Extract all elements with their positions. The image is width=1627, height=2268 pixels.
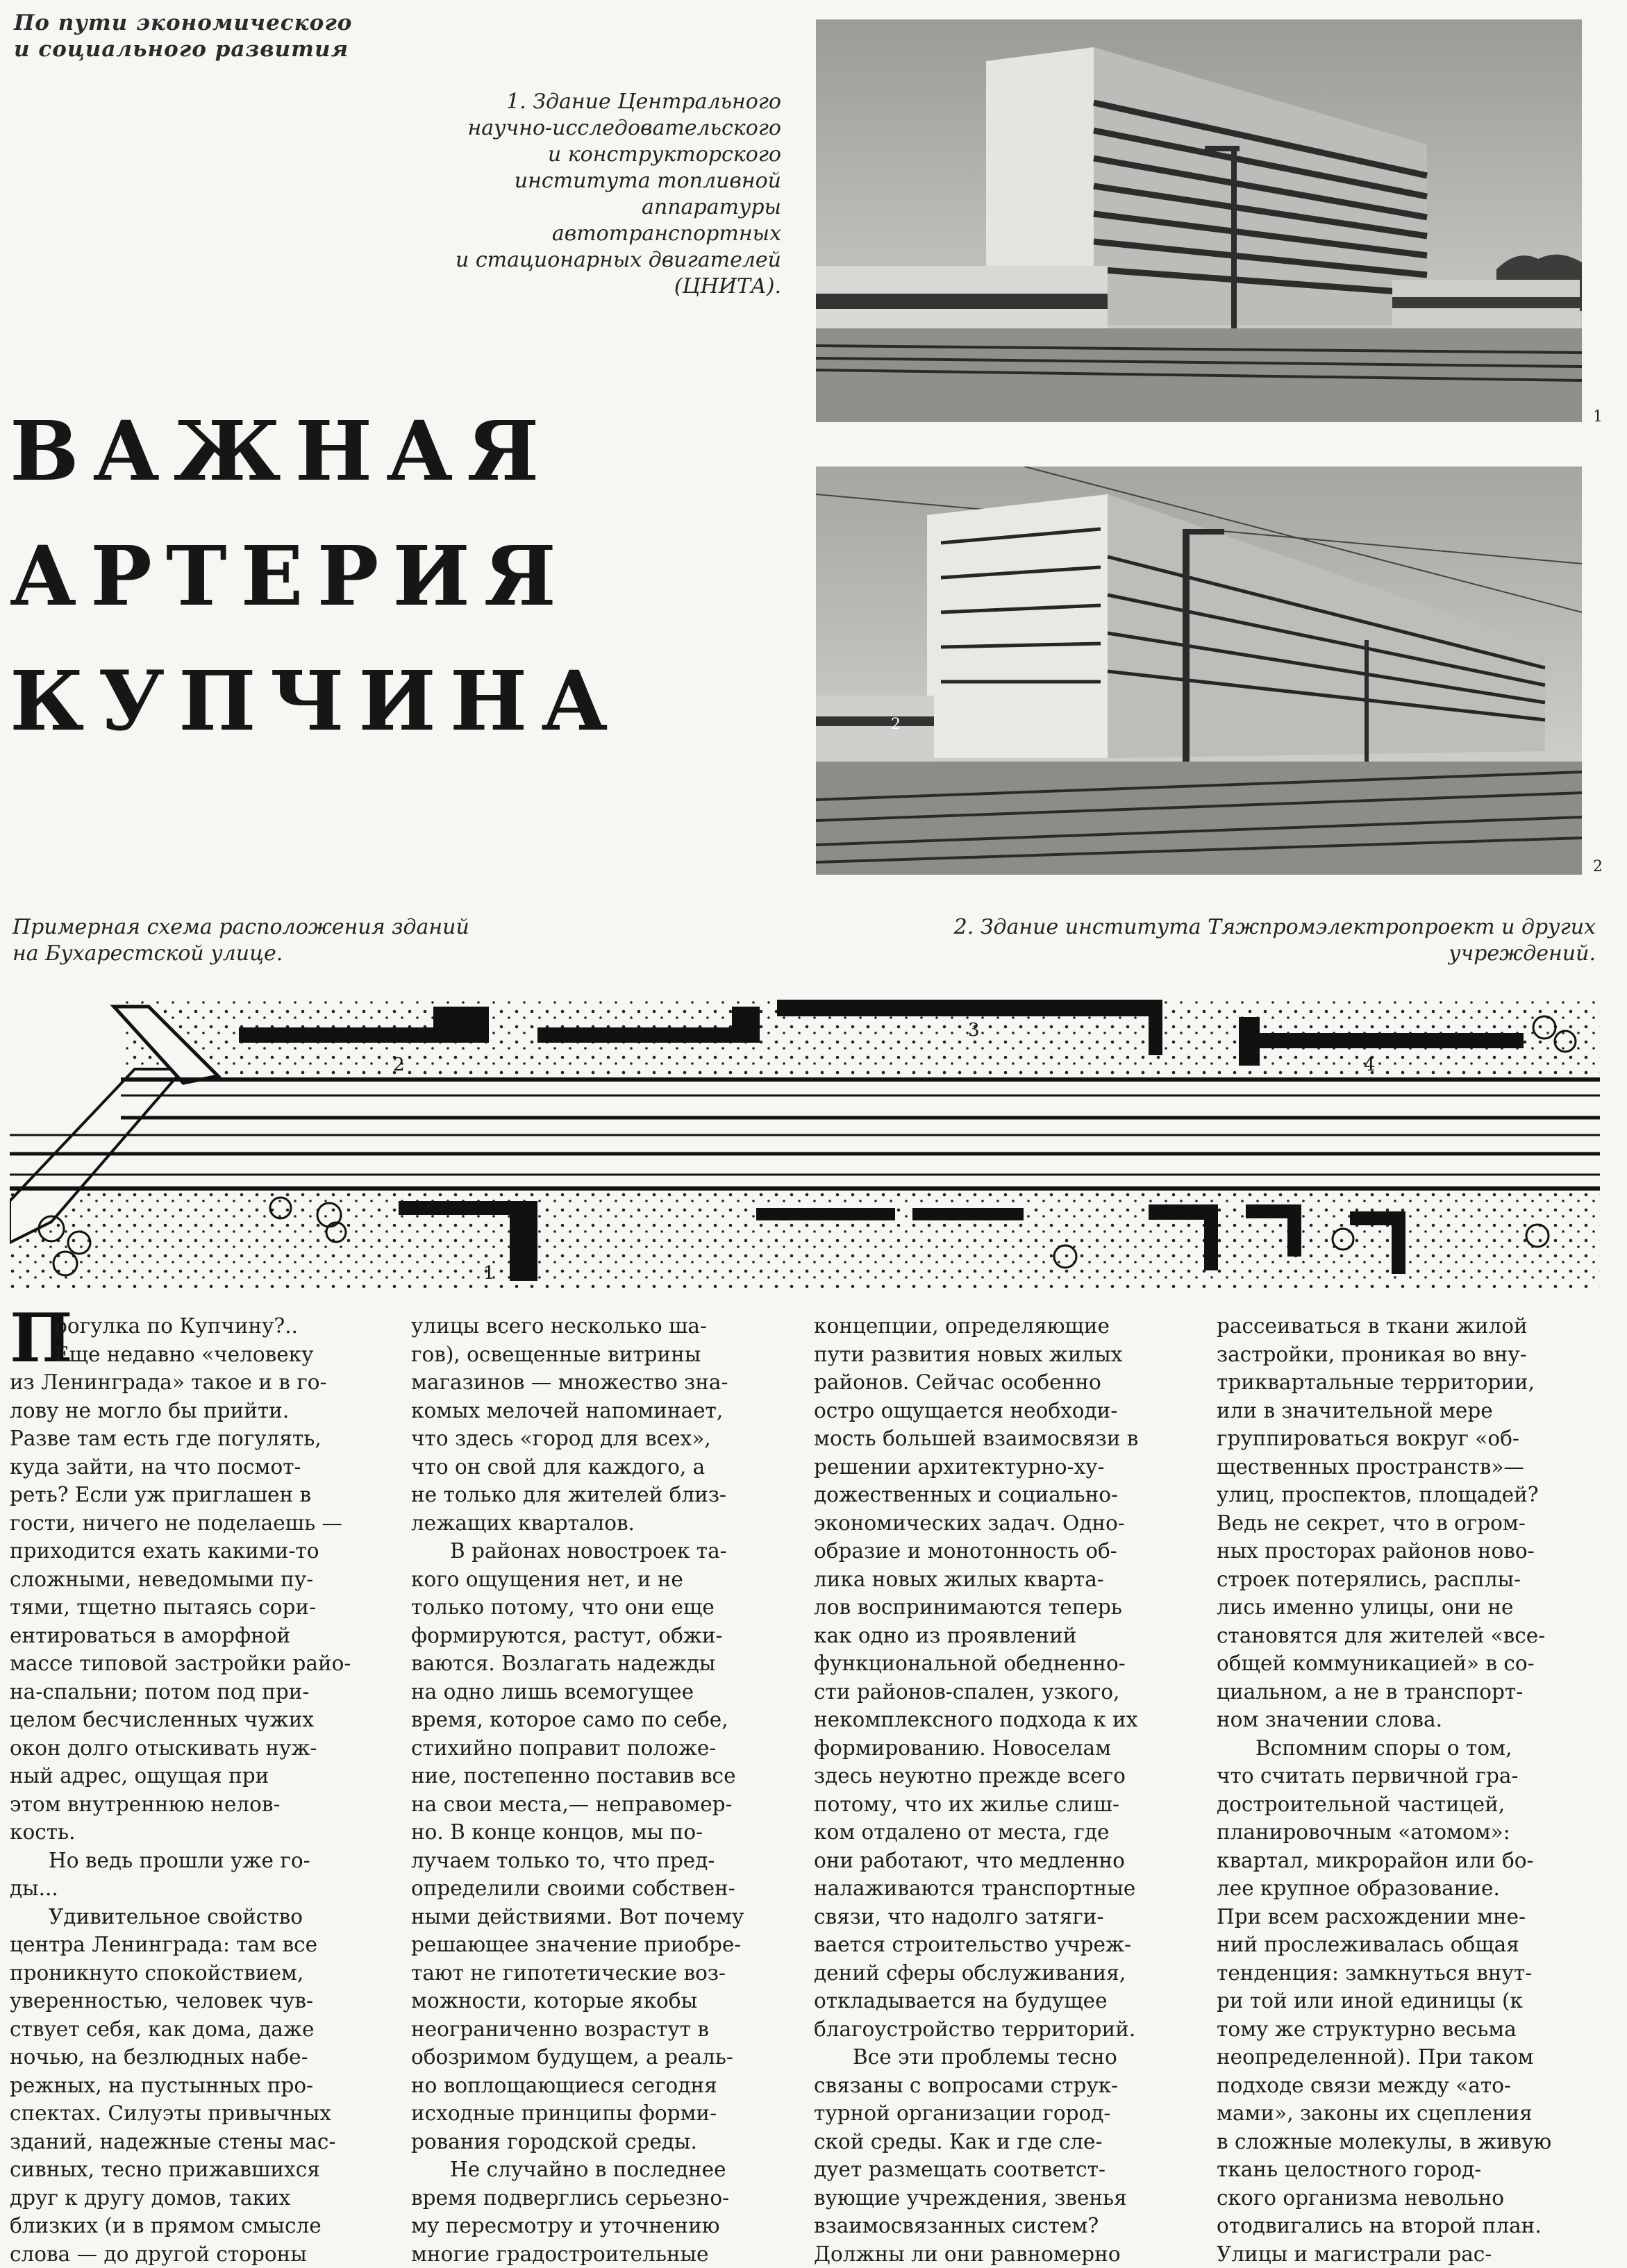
text-line: Улицы и магистрали рас- [1217, 2240, 1585, 2268]
text-line: спектах. Силуэты привычных [10, 2099, 378, 2128]
text-line: кого ощущения нет, и не [411, 1565, 779, 1594]
text-line: Должны ли они равномерно [814, 2240, 1182, 2268]
text-line: лись именно улицы, они не [1217, 1593, 1585, 1622]
caption-line: и стационарных двигателей [389, 247, 781, 274]
text-line: образие и монотонность об- [814, 1537, 1182, 1565]
text-line: вается строительство учреж- [814, 1931, 1182, 1959]
text-line: Ведь не секрет, что в огром- [1217, 1509, 1585, 1538]
text-line: ри той или иной единицы (к [1217, 1987, 1585, 2015]
text-line: определили своими собствен- [411, 1874, 779, 1903]
text-line: При всем расхождении мне- [1217, 1903, 1585, 1931]
text-line: рогулка по Купчину?.. [10, 1312, 378, 1341]
text-line: уверенностью, человек чув- [10, 1987, 378, 2015]
text-line: становятся для жителей «все- [1217, 1622, 1585, 1650]
photo-1-caption [389, 89, 781, 300]
text-line: экономических задач. Одно- [814, 1509, 1182, 1538]
text-line: циальном, а не в транспорт- [1217, 1678, 1585, 1706]
text-line: стихийно поправит положе- [411, 1734, 779, 1763]
text-line: лучаем только то, что пред- [411, 1847, 779, 1875]
photo-2-number: 2 [1593, 858, 1603, 875]
text-line: сивных, тесно прижавшихся [10, 2156, 378, 2184]
caption-line: и конструкторского [389, 142, 781, 168]
caption-line: (ЦНИТА). [389, 274, 781, 300]
text-line: ный адрес, ощущая при [10, 1762, 378, 1790]
text-line: но. В конце концов, мы по- [411, 1818, 779, 1847]
plan-label-1: 1 [483, 1263, 495, 1284]
text-line: отодвигались на второй план. [1217, 2212, 1585, 2240]
text-line: центра Ленинграда: там все [10, 1931, 378, 1959]
text-line: окон долго отыскивать нуж- [10, 1734, 378, 1763]
text-line: Но ведь прошли уже го- [10, 1847, 378, 1875]
text-line: Разве там есть где погулять, [10, 1425, 378, 1453]
text-line: группироваться вокруг «об- [1217, 1425, 1585, 1453]
text-line: щественных пространств»— [1217, 1453, 1585, 1481]
text-line: триквартальные территории, [1217, 1368, 1585, 1397]
text-line: реть? Если уж приглашен в [10, 1481, 378, 1509]
plan-caption [12, 914, 610, 967]
text-line: друг к другу домов, таких [10, 2184, 378, 2212]
caption-line: аппаратуры [389, 194, 781, 221]
article-title [10, 389, 524, 764]
text-line: вующие учреждения, звенья [814, 2184, 1182, 2212]
text-line: режных, на пустынных про- [10, 2072, 378, 2100]
text-line: но воплощающиеся сегодня [411, 2072, 779, 2100]
text-line: лов воспринимаются теперь [814, 1593, 1182, 1622]
text-line: сложными, неведомыми пу- [10, 1565, 378, 1594]
text-line: турной организации город- [814, 2099, 1182, 2128]
text-line: связаны с вопросами струк- [814, 2072, 1182, 2100]
text-line: что здесь «город для всех», [411, 1425, 779, 1453]
text-line: они работают, что медленно [814, 1847, 1182, 1875]
text-line: лову не могло бы прийти. [10, 1397, 378, 1425]
text-line: дует размещать соответст- [814, 2156, 1182, 2184]
text-line: не только для жителей близ- [411, 1481, 779, 1509]
text-line: ды... [10, 1874, 378, 1903]
caption-line: учреждений. [819, 941, 1596, 967]
text-line: что он свой для каждого, а [411, 1453, 779, 1481]
text-line: ном значении слова. [1217, 1706, 1585, 1734]
text-line: общей коммуникацией» в со- [1217, 1649, 1585, 1678]
text-line: строек потерялись, расплы- [1217, 1565, 1585, 1594]
text-line: на свои места,— неправомер- [411, 1790, 779, 1819]
text-column-2 [411, 1312, 779, 2268]
text-line: время, которое само по себе, [411, 1706, 779, 1734]
text-line: Все эти проблемы тесно [814, 2043, 1182, 2072]
text-line: слова — до другой стороны [10, 2240, 378, 2268]
text-line: из Ленинграда» такое и в го- [10, 1368, 378, 1397]
text-line: некомплексного подхода к их [814, 1706, 1182, 1734]
text-line: Удивительное свойство [10, 1903, 378, 1931]
caption-line: 1. Здание Центрального [389, 89, 781, 115]
text-column-1 [10, 1312, 378, 2268]
text-line: лежащих кварталов. [411, 1509, 779, 1538]
text-line: тают не гипотетические воз- [411, 1959, 779, 1988]
text-line: тому же структурно весьма [1217, 2015, 1585, 2044]
text-line: функциональной обедненно- [814, 1649, 1182, 1678]
text-line: ных просторах районов ново- [1217, 1537, 1585, 1565]
text-line: целом бесчисленных чужих [10, 1706, 378, 1734]
text-line: ской среды. Как и где сле- [814, 2128, 1182, 2156]
text-line: откладывается на будущее [814, 1987, 1182, 2015]
drop-cap: П [10, 1309, 50, 1368]
photo-1-number: 1 [1593, 408, 1603, 426]
text-line: исходные принципы форми- [411, 2099, 779, 2128]
text-line: благоустройство территорий. [814, 2015, 1182, 2044]
caption-line: на Бухарестской улице. [12, 941, 610, 967]
text-line: дожественных и социально- [814, 1481, 1182, 1509]
text-line: Вспомним споры о том, [1217, 1734, 1585, 1763]
text-line: лее крупное образование. [1217, 1874, 1585, 1903]
text-line: ными действиями. Вот почему [411, 1903, 779, 1931]
text-line: рассеиваться в ткани жилой [1217, 1312, 1585, 1341]
caption-line: автотранспортных [389, 221, 781, 247]
caption-line: 2. Здание института Тяжпромэлектропроект и других [819, 914, 1596, 941]
text-line: лика новых жилых кварта- [814, 1565, 1182, 1594]
plan-label-4: 4 [1364, 1055, 1376, 1075]
text-line: ткань целостного город- [1217, 2156, 1585, 2184]
text-line: ние, постепенно поставив все [411, 1762, 779, 1790]
text-line: проникнуто спокойствием, [10, 1959, 378, 1988]
text-line: на-спальни; потом под при- [10, 1678, 378, 1706]
text-line: налаживаются транспортные [814, 1874, 1182, 1903]
text-line: ний прослеживалась общая [1217, 1931, 1585, 1959]
text-line: улиц, проспектов, площадей? [1217, 1481, 1585, 1509]
text-line: пути развития новых жилых [814, 1341, 1182, 1369]
text-line: зданий, надежные стены мас- [10, 2128, 378, 2156]
text-line: здесь неуютно прежде всего [814, 1762, 1182, 1790]
rubric-line: По пути экономического [14, 10, 403, 36]
text-column-4 [1217, 1312, 1585, 2268]
text-line: решающее значение приобре- [411, 1931, 779, 1959]
text-line: Не случайно в последнее [411, 2156, 779, 2184]
text-line: рования городской среды. [411, 2128, 779, 2156]
text-line: районов. Сейчас особенно [814, 1368, 1182, 1397]
text-line: му пересмотру и уточнению [411, 2212, 779, 2240]
building-label-2: 2 [891, 716, 901, 733]
text-line: куда зайти, на что посмот- [10, 1453, 378, 1481]
text-line: близких (и в прямом смысле [10, 2212, 378, 2240]
text-line: ночью, на безлюдных набе- [10, 2043, 378, 2072]
text-line: только потому, что они еще [411, 1593, 779, 1622]
title-line: АРТЕРИЯ [10, 514, 524, 639]
photo-tyazhpromelektroproekt-building [816, 467, 1582, 875]
text-line: можности, которые якобы [411, 1987, 779, 2015]
text-line: ентироваться в аморфной [10, 1622, 378, 1650]
text-line: тями, тщетно пытаясь сори- [10, 1593, 378, 1622]
text-line: связи, что надолго затяги- [814, 1903, 1182, 1931]
text-line: как одно из проявлений [814, 1622, 1182, 1650]
text-line: этом внутреннюю нелов- [10, 1790, 378, 1819]
text-line: время подверглись серьезно- [411, 2184, 779, 2212]
text-line: достроительной частицей, [1217, 1790, 1585, 1819]
text-line: на одно лишь всемогущее [411, 1678, 779, 1706]
text-line: мость большей взаимосвязи в [814, 1425, 1182, 1453]
rubric-line: и социального развития [14, 36, 403, 62]
text-line: решении архитектурно-ху- [814, 1453, 1182, 1481]
caption-line: научно-исследовательского [389, 115, 781, 142]
text-line: массе типовой застройки райо- [10, 1649, 378, 1678]
text-line: многие градостроительные [411, 2240, 779, 2268]
text-line: концепции, определяющие [814, 1312, 1182, 1341]
title-line: КУПЧИНА [10, 639, 524, 764]
text-line: мами», законы их сцепления [1217, 2099, 1585, 2128]
text-line: гости, ничего не поделаешь — [10, 1509, 378, 1538]
text-line: взаимосвязанных систем? [814, 2212, 1182, 2240]
text-line: В районах новостроек та- [411, 1537, 779, 1565]
text-line: неопределенной). При таком [1217, 2043, 1585, 2072]
text-line: ком отдалено от места, где [814, 1818, 1182, 1847]
text-line: ствует себя, как дома, даже [10, 2015, 378, 2044]
text-column-3 [814, 1312, 1182, 2268]
text-line: подходе связи между «ато- [1217, 2072, 1585, 2100]
photo-2-caption [819, 914, 1596, 967]
plan-label-3: 3 [968, 1020, 980, 1041]
text-line: улицы всего несколько ша- [411, 1312, 779, 1341]
text-line: сти районов-спален, узкого, [814, 1678, 1182, 1706]
text-line: гов), освещенные витрины [411, 1341, 779, 1369]
text-line: Еще недавно «человеку [10, 1341, 378, 1369]
title-line: ВАЖНАЯ [10, 389, 524, 514]
text-line: магазинов — множество зна- [411, 1368, 779, 1397]
text-line: остро ощущается необходи- [814, 1397, 1182, 1425]
section-rubric [14, 10, 403, 62]
caption-line: института топливной [389, 168, 781, 194]
text-line: дений сферы обслуживания, [814, 1959, 1182, 1988]
text-line: формируются, растут, обжи- [411, 1622, 779, 1650]
text-line: потому, что их жилье слиш- [814, 1790, 1182, 1819]
plan-label-2: 2 [393, 1055, 405, 1075]
text-line: ваются. Возлагать надежды [411, 1649, 779, 1678]
text-line: приходится ехать какими-то [10, 1537, 378, 1565]
text-line: неограниченно возрастут в [411, 2015, 779, 2044]
text-line: что считать первичной гра- [1217, 1762, 1585, 1790]
text-line: обозримом будущем, а реаль- [411, 2043, 779, 2072]
text-line: кость. [10, 1818, 378, 1847]
text-line: квартал, микрорайон или бо- [1217, 1847, 1585, 1875]
caption-line: Примерная схема расположения зданий [12, 914, 610, 941]
text-line: планировочным «атомом»: [1217, 1818, 1585, 1847]
photo-ctnita-building [816, 19, 1582, 422]
site-plan-diagram [10, 993, 1600, 1291]
text-line: формированию. Новоселам [814, 1734, 1182, 1763]
text-line: застройки, проникая во вну- [1217, 1341, 1585, 1369]
text-line: или в значительной мере [1217, 1397, 1585, 1425]
text-line: ского организма невольно [1217, 2184, 1585, 2212]
text-line: комых мелочей напоминает, [411, 1397, 779, 1425]
text-line: в сложные молекулы, в живую [1217, 2128, 1585, 2156]
text-line: тенденция: замкнуться внут- [1217, 1959, 1585, 1988]
